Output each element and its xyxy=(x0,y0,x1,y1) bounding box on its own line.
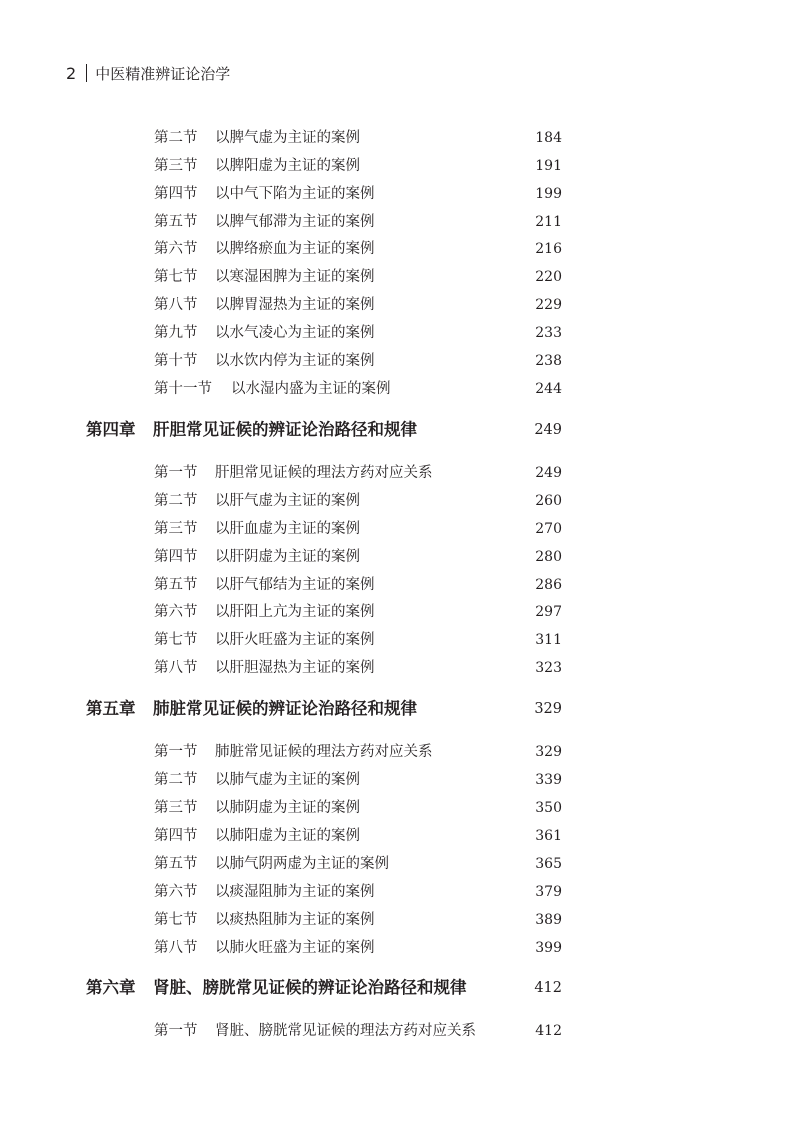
toc-entry-page: 199 xyxy=(535,186,562,202)
toc-entry[interactable] xyxy=(0,879,800,905)
toc-entry[interactable] xyxy=(0,767,800,793)
toc-entry-title: 以肝阴虚为主证的案例 xyxy=(215,549,360,565)
toc-entry-title: 肝胆常见证候的理法方药对应关系 xyxy=(215,465,433,481)
toc-chapter[interactable] xyxy=(0,417,800,443)
toc-entry[interactable] xyxy=(0,599,800,625)
toc-entry-label: 第二节 xyxy=(154,493,198,509)
toc-entry-label: 第五节 xyxy=(154,856,198,872)
toc-entry-page: 233 xyxy=(535,325,562,341)
toc-entry-page: 280 xyxy=(535,549,562,565)
toc-entry[interactable] xyxy=(0,348,800,374)
toc-entry[interactable] xyxy=(0,320,800,346)
toc-entry-page: 339 xyxy=(535,772,562,788)
toc-entry-title: 以肝胆湿热为主证的案例 xyxy=(215,660,375,676)
toc-entry-page: 191 xyxy=(535,158,562,174)
toc-chapter[interactable] xyxy=(0,696,800,722)
toc-entry-title: 以痰湿阻肺为主证的案例 xyxy=(215,884,375,900)
toc-entry[interactable] xyxy=(0,488,800,514)
toc-entry[interactable] xyxy=(0,572,800,598)
toc-entry-label: 第四节 xyxy=(154,828,198,844)
toc-entry-title: 肺脏常见证候的理法方药对应关系 xyxy=(215,744,433,760)
toc-entry-title: 以肝血虚为主证的案例 xyxy=(215,521,360,537)
toc-entry-title: 以肝气虚为主证的案例 xyxy=(215,493,360,509)
toc-entry-title: 以水气凌心为主证的案例 xyxy=(215,325,375,341)
toc-entry-label: 第七节 xyxy=(154,912,198,928)
toc-entry-label: 第八节 xyxy=(154,660,198,676)
toc-entry-label: 第七节 xyxy=(154,632,198,648)
toc-entry-label: 第一节 xyxy=(154,1023,198,1039)
toc-entry-page: 379 xyxy=(535,884,562,900)
toc-entry[interactable] xyxy=(0,209,800,235)
toc-chapter-title: 肝胆常见证候的辨证论治路径和规律 xyxy=(153,420,417,439)
toc-entry[interactable] xyxy=(0,292,800,318)
toc-entry-label: 第五节 xyxy=(154,214,198,230)
toc-entry-label: 第九节 xyxy=(154,325,198,341)
toc-entry-page: 238 xyxy=(535,353,562,369)
toc-entry[interactable] xyxy=(0,376,800,402)
toc-chapter-label: 第五章 xyxy=(86,699,136,718)
toc-entry-page: 311 xyxy=(535,632,562,648)
toc-entry[interactable] xyxy=(0,655,800,681)
toc-entry-page: 399 xyxy=(535,940,562,956)
toc-entry-label: 第三节 xyxy=(154,521,198,537)
toc-chapter-label: 第四章 xyxy=(86,420,136,439)
toc-entry-label: 第八节 xyxy=(154,940,198,956)
toc-entry-label: 第五节 xyxy=(154,577,198,593)
toc-chapter-page: 249 xyxy=(534,422,562,438)
toc-entry-label: 第二节 xyxy=(154,130,198,146)
toc-entry-page: 249 xyxy=(535,465,562,481)
toc-entry[interactable] xyxy=(0,236,800,262)
toc-entry-label: 第三节 xyxy=(154,800,198,816)
toc-entry-title: 以脾气虚为主证的案例 xyxy=(215,130,360,146)
toc-entry[interactable] xyxy=(0,460,800,486)
toc-entry-page: 184 xyxy=(535,130,562,146)
toc-entry[interactable] xyxy=(0,795,800,821)
toc-entry-title: 肾脏、膀胱常见证候的理法方药对应关系 xyxy=(215,1023,476,1039)
toc-entry-page: 229 xyxy=(535,297,562,313)
toc-entry-page: 297 xyxy=(535,604,562,620)
toc-entry-page: 216 xyxy=(535,241,562,257)
toc-entry-title: 以中气下陷为主证的案例 xyxy=(215,186,375,202)
toc-entry[interactable] xyxy=(0,516,800,542)
toc-chapter-title: 肺脏常见证候的辨证论治路径和规律 xyxy=(153,699,417,718)
toc-entry-label: 第十节 xyxy=(154,353,198,369)
toc-entry-page: 286 xyxy=(535,577,562,593)
toc-entry[interactable] xyxy=(0,544,800,570)
toc-entry-title: 以肺火旺盛为主证的案例 xyxy=(215,940,375,956)
toc-entry-title: 以水湿内盛为主证的案例 xyxy=(231,381,391,397)
toc-entry[interactable] xyxy=(0,1018,800,1044)
toc-entry-title: 以肺阳虚为主证的案例 xyxy=(215,828,360,844)
toc-entry[interactable] xyxy=(0,627,800,653)
toc-entry-page: 365 xyxy=(535,856,562,872)
toc-entry-title: 以肝阳上亢为主证的案例 xyxy=(215,604,375,620)
toc-entry-page: 389 xyxy=(535,912,562,928)
toc-entry-title: 以痰热阻肺为主证的案例 xyxy=(215,912,375,928)
toc-chapter-title: 肾脏、膀胱常见证候的辨证论治路径和规律 xyxy=(153,978,467,997)
toc-entry-page: 361 xyxy=(535,828,562,844)
toc-chapter-label: 第六章 xyxy=(86,978,136,997)
toc-entry-label: 第十一节 xyxy=(154,381,212,397)
toc-entry-label: 第六节 xyxy=(154,884,198,900)
toc-entry-label: 第七节 xyxy=(154,269,198,285)
toc-entry-label: 第四节 xyxy=(154,549,198,565)
toc-entry-title: 以寒湿困脾为主证的案例 xyxy=(215,269,375,285)
page-number: 2 xyxy=(66,63,77,83)
toc-chapter-page: 329 xyxy=(534,701,562,717)
toc-entry-title: 以肺阴虚为主证的案例 xyxy=(215,800,360,816)
toc-entry-label: 第一节 xyxy=(154,465,198,481)
toc-entry[interactable] xyxy=(0,739,800,765)
toc-chapter-page: 412 xyxy=(534,980,562,996)
toc-entry-label: 第三节 xyxy=(154,158,198,174)
toc-entry[interactable] xyxy=(0,153,800,179)
book-title: 中医精准辨证论治学 xyxy=(95,64,231,83)
toc-entry-label: 第八节 xyxy=(154,297,198,313)
toc-entry-page: 412 xyxy=(535,1023,562,1039)
toc-entry-title: 以脾气郁滞为主证的案例 xyxy=(215,214,375,230)
toc-entry-label: 第二节 xyxy=(154,772,198,788)
toc-entry-title: 以水饮内停为主证的案例 xyxy=(215,353,375,369)
toc-entry[interactable] xyxy=(0,264,800,290)
toc-entry-label: 第六节 xyxy=(154,241,198,257)
toc-entry-page: 350 xyxy=(535,800,562,816)
toc-chapter[interactable] xyxy=(0,975,800,1001)
toc-entry[interactable] xyxy=(0,181,800,207)
toc-entry-title: 以肝气郁结为主证的案例 xyxy=(215,577,375,593)
toc-entry-title: 以脾阳虚为主证的案例 xyxy=(215,158,360,174)
toc-entry-page: 329 xyxy=(535,744,562,760)
toc-entry-page: 220 xyxy=(535,269,562,285)
toc-entry-title: 以脾胃湿热为主证的案例 xyxy=(215,297,375,313)
toc-entry-label: 第六节 xyxy=(154,604,198,620)
toc-entry-page: 244 xyxy=(535,381,562,397)
toc-entry-title: 以脾络瘀血为主证的案例 xyxy=(215,241,375,257)
toc-entry[interactable] xyxy=(0,823,800,849)
toc-entry[interactable] xyxy=(0,125,800,151)
toc-entry-label: 第四节 xyxy=(154,186,198,202)
toc-entry-label: 第一节 xyxy=(154,744,198,760)
toc-entry[interactable] xyxy=(0,935,800,961)
toc-entry-page: 211 xyxy=(535,214,562,230)
toc-entry-page: 323 xyxy=(535,660,562,676)
toc-entry-page: 260 xyxy=(535,493,562,509)
toc-entry[interactable] xyxy=(0,851,800,877)
toc-entry-title: 以肺气阴两虚为主证的案例 xyxy=(215,856,389,872)
toc-entry-title: 以肺气虚为主证的案例 xyxy=(215,772,360,788)
toc-entry-page: 270 xyxy=(535,521,562,537)
toc-entry[interactable] xyxy=(0,907,800,933)
toc-entry-title: 以肝火旺盛为主证的案例 xyxy=(215,632,375,648)
